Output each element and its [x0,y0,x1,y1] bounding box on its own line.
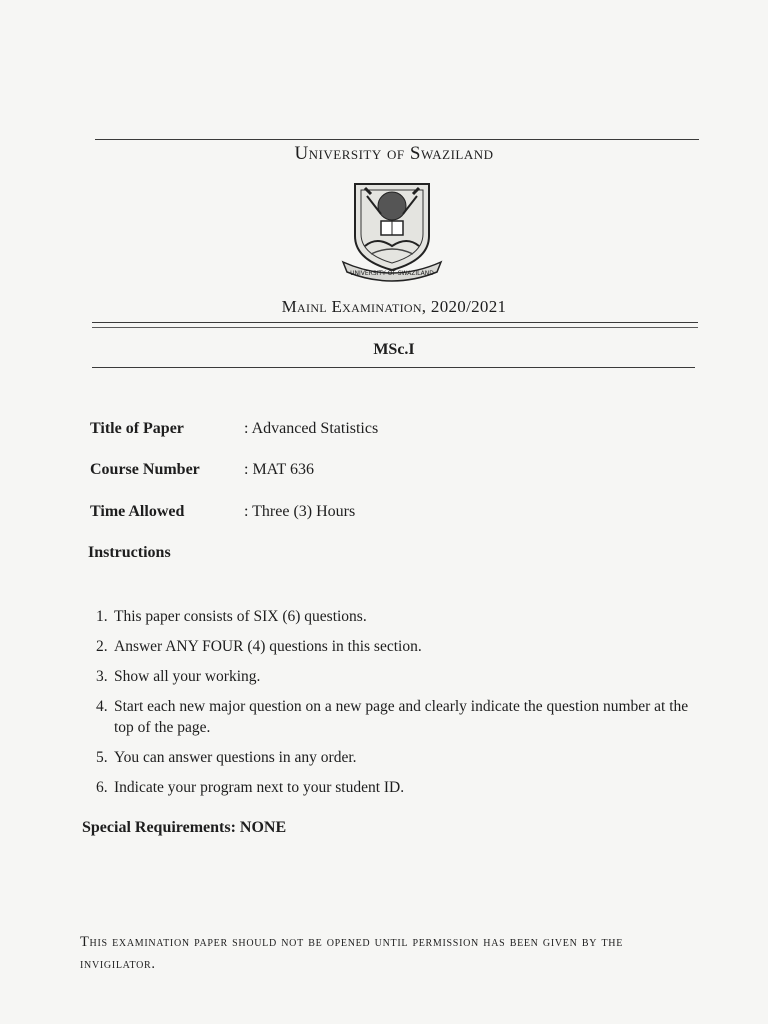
instruction-item [96,606,696,627]
instruction-item [96,777,696,798]
exam-session: Mainl Examination, 2020/2021 [281,297,507,316]
invigilator-notice: This examination paper should not be opened until permission has been given by the invigilator. [80,934,624,972]
instruction-text: Show all your working. [114,668,261,685]
exam-rule-top [92,322,698,323]
programme-code: MSc.I [373,341,415,358]
instruction-number: 5. [96,749,108,766]
university-name: University of Swaziland [294,143,494,164]
instructions-heading: Instructions [88,544,171,561]
exam-rule-bottom [92,327,698,328]
time-allowed-label: Time Allowed [90,503,185,520]
instruction-number: 4. [96,698,108,715]
time-allowed-value: : Three (3) Hours [244,503,356,520]
course-number-label: Course Number [90,461,200,478]
instruction-text: Answer ANY FOUR (4) questions in this section. [114,638,422,655]
instruction-number: 1. [96,608,108,625]
instruction-item [96,747,696,768]
special-requirements: Special Requirements: NONE [82,819,287,836]
instruction-number: 6. [96,779,108,796]
course-number-value: : MAT 636 [244,461,314,478]
university-crest-logo [337,174,447,286]
programme-rule [92,367,695,368]
instruction-item [96,636,696,657]
instruction-text: Start each new major question on a new page and clearly indicate the question number at the top of the page. [114,698,689,736]
instruction-text: Indicate your program next to your student ID. [114,779,405,796]
title-of-paper-label: Title of Paper [90,420,184,437]
instruction-item [96,696,696,738]
title-of-paper-value: : Advanced Statistics [244,420,379,437]
instruction-text: You can answer questions in any order. [114,749,357,766]
crest-banner-text: UNIVERSITY OF SWAZILAND [350,270,434,277]
instructions-list [96,606,696,807]
instruction-number: 3. [96,668,108,685]
instruction-item [96,666,696,687]
instruction-text: This paper consists of SIX (6) questions. [114,608,367,625]
instruction-number: 2. [96,638,108,655]
top-rule [95,139,699,140]
